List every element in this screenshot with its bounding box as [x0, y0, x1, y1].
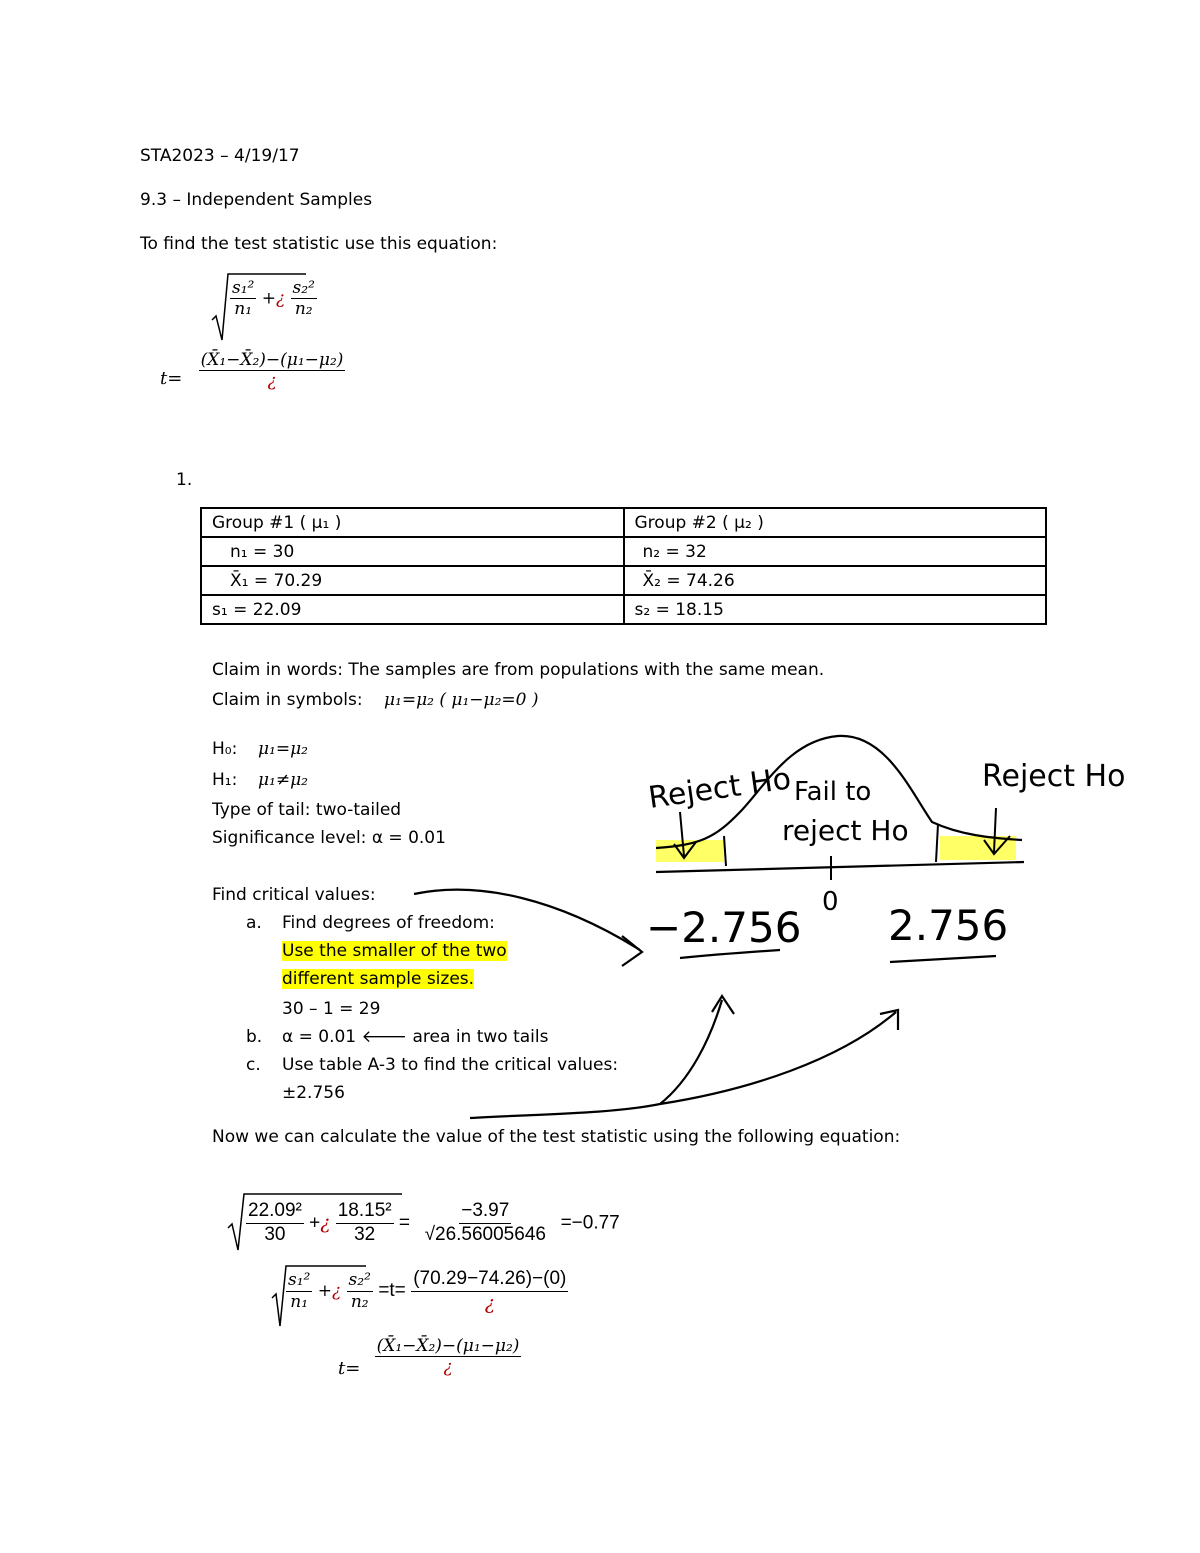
table-cell: X̄₂ = 74.26: [624, 566, 1047, 595]
s2-squared: s₂²: [292, 278, 315, 298]
table-cell: s₁ = 22.09: [201, 595, 624, 624]
fraction-denominator: 30: [264, 1223, 286, 1245]
reject-h0-label: reject Ho: [782, 814, 909, 847]
table-cell: s₂ = 18.15: [624, 595, 1047, 624]
critical-value: ±2.756: [282, 1083, 345, 1103]
n1-label: n₁: [234, 299, 253, 320]
reject-left-label: Reject Ho: [646, 761, 794, 816]
underline: [890, 956, 996, 962]
table-cell: Group #1 ( μ₁ ): [201, 508, 624, 537]
placeholder-glyph: ¿: [276, 288, 286, 309]
section-title: 9.3 – Independent Samples: [140, 190, 373, 210]
placeholder-glyph: ¿: [332, 1280, 342, 1301]
h0-value: μ₁=μ₂: [258, 739, 308, 759]
course-header: STA2023 – 4/19/17: [140, 146, 300, 166]
fraction-denominator: √26.56005646: [424, 1223, 546, 1245]
highlight-text: different sample sizes.: [282, 969, 475, 989]
s2-squared: s₂²: [348, 1270, 371, 1291]
intro-text: To find the test statistic use this equation:: [140, 234, 498, 254]
step-c-text: Use table A-3 to find the critical values:: [282, 1055, 619, 1075]
fraction-numerator: 18.15²: [336, 1200, 394, 1224]
zero-label: 0: [822, 887, 839, 917]
reject-right-label: Reject Ho: [982, 759, 1126, 794]
n2-label: n₂: [294, 299, 313, 320]
result-value: =−0.77: [560, 1212, 620, 1234]
tick-mark: [936, 824, 938, 862]
table-cell: Group #2 ( μ₂ ): [624, 508, 1047, 537]
tick-mark: [724, 836, 726, 866]
claim-words: Claim in words: The samples are from populations with the same mean.: [212, 660, 825, 680]
arrow-line: [414, 890, 640, 950]
problem-number: 1.: [176, 470, 193, 490]
claim-symbols-value: μ₁=μ₂ ( μ₁−μ₂=0 ): [384, 690, 539, 710]
n1-label: n₁: [290, 1291, 309, 1312]
s1-squared: s₁²: [288, 1270, 311, 1291]
fraction-numerator: −3.97: [459, 1200, 511, 1224]
formula-numerator: (X̄₁−X̄₂)−(μ₁−μ₂): [200, 350, 344, 370]
df-calc: 30 – 1 = 29: [282, 999, 381, 1019]
highlight-text: Use the smaller of the two: [282, 941, 507, 961]
fraction-denominator: ¿: [484, 1291, 495, 1314]
plus-sign: +: [317, 1280, 333, 1301]
h1-value: μ₁≠μ₂: [258, 770, 308, 790]
significance-level: Significance level: α = 0.01: [212, 828, 446, 848]
step-a-text: Find degrees of freedom:: [282, 913, 495, 933]
axis-line: [656, 862, 1024, 872]
positive-critical-value: 2.756: [888, 901, 1009, 950]
placeholder-glyph: ¿: [320, 1211, 331, 1234]
fraction-numerator: 22.09²: [246, 1200, 304, 1224]
fraction-numerator: (70.29−74.26)−(0): [411, 1268, 568, 1292]
n2-label: n₂: [350, 1291, 369, 1312]
plus-sign: +: [261, 288, 277, 309]
calc-intro: Now we can calculate the value of the test statistic using the following equation:: [212, 1127, 901, 1147]
fraction-denominator: 32: [354, 1223, 376, 1245]
h0-label: H₀:: [212, 739, 238, 759]
negative-critical-value: −2.756: [646, 903, 802, 952]
table-cell: n₂ = 32: [624, 537, 1047, 566]
step-b-text: α = 0.01 🡐 area in two tails: [282, 1027, 549, 1047]
t-equals: t=: [160, 368, 183, 389]
critical-title: Find critical values:: [212, 885, 376, 905]
formula-numerator: (X̄₁−X̄₂)−(μ₁−μ₂): [376, 1336, 520, 1356]
h1-label: H₁:: [212, 770, 238, 790]
step-b-marker: b.: [246, 1027, 263, 1047]
equals-sign: =: [398, 1212, 410, 1234]
s1-squared: s₁²: [232, 278, 255, 298]
formula-denominator: ¿: [267, 371, 277, 392]
claim-symbols-label: Claim in symbols:: [212, 690, 363, 710]
table-cell: X̄₁ = 70.29: [201, 566, 624, 595]
t-equals: t=: [338, 1358, 361, 1379]
plus-sign: +: [309, 1212, 321, 1234]
arrow-line: [660, 1012, 896, 1104]
table-cell: n₁ = 30: [201, 537, 624, 566]
tail-type: Type of tail: two-tailed: [212, 800, 402, 820]
formula-denominator: ¿: [443, 1357, 453, 1378]
equals-t: =t=: [378, 1279, 406, 1301]
step-a-marker: a.: [246, 913, 262, 933]
step-c-marker: c.: [246, 1055, 261, 1075]
arrow-head-icon: [712, 996, 734, 1014]
fail-to-label: Fail to: [794, 777, 872, 807]
